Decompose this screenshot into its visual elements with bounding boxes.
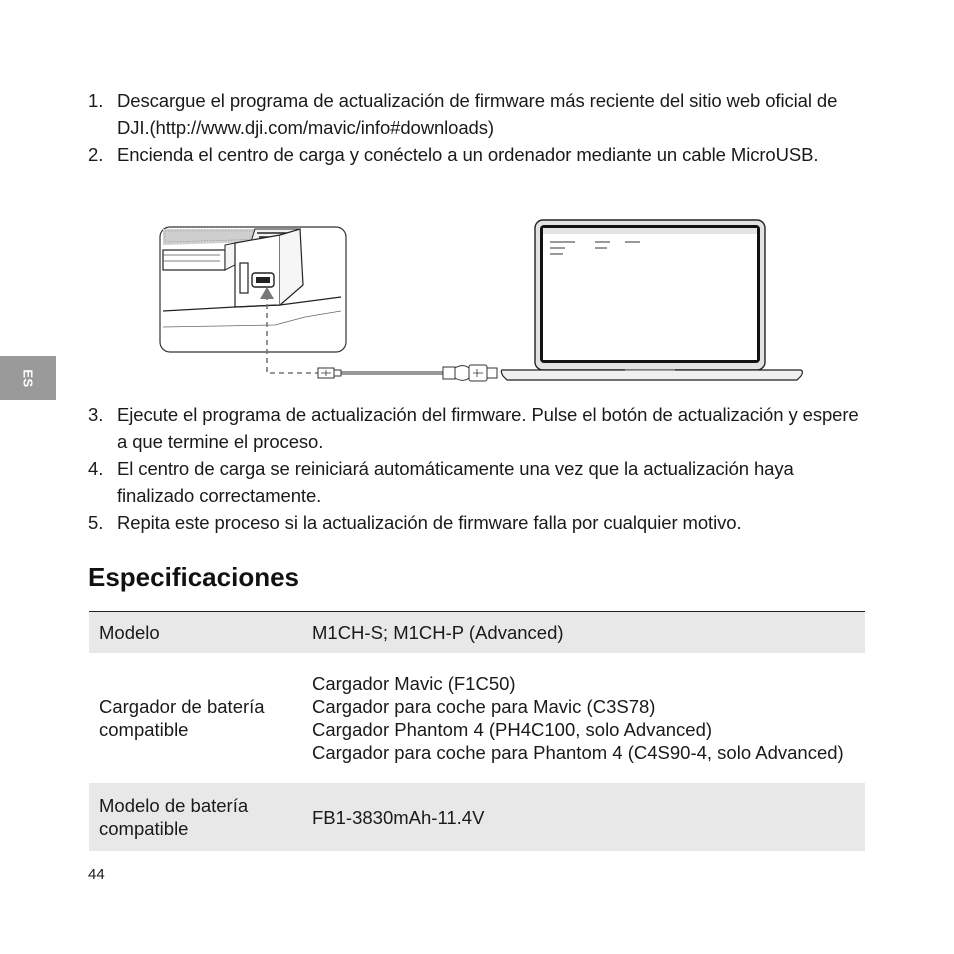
step-number: 5. xyxy=(88,512,104,533)
step-text: Encienda el centro de carga y conéctelo a un ordenador mediante un cable MicroUSB. xyxy=(117,144,819,165)
language-tab xyxy=(0,356,56,400)
charging-hub-illustration xyxy=(160,227,346,352)
spec-value xyxy=(302,783,865,851)
step-text: El centro de carga se reiniciará automáticamente una vez que la actualización haya finalizado correctamente. xyxy=(117,458,794,506)
connection-diagram xyxy=(155,215,815,385)
step-text: Descargue el programa de actualización de firmware más reciente del sitio web oficial de DJI.(http://www.dji.com/mavic/info#downloads) xyxy=(117,90,838,138)
spec-value-line: Cargador para coche para Mavic (C3S78) xyxy=(312,696,656,717)
spec-value-line: Cargador para coche para Phantom 4 (C4S90-4, solo Advanced) xyxy=(312,742,844,763)
language-tab-label: ES xyxy=(20,368,36,388)
step-item xyxy=(88,401,868,455)
step-text: Ejecute el programa de actualización del firmware. Pulse el botón de actualización y espere a que termine el proceso. xyxy=(117,404,859,452)
spec-value xyxy=(302,612,865,654)
step-item xyxy=(88,455,868,509)
spec-value-line: M1CH-S; M1CH-P (Advanced) xyxy=(312,622,564,643)
steps-list-before xyxy=(88,87,868,168)
spec-label: Modelo de batería compatible xyxy=(99,795,249,839)
spec-value-line: Cargador Mavic (F1C50) xyxy=(312,673,516,694)
step-number: 2. xyxy=(88,144,104,165)
section-title: Especificaciones xyxy=(88,562,299,592)
step-item xyxy=(88,141,868,168)
table-row xyxy=(89,653,865,783)
page-number: 44 xyxy=(88,866,105,883)
spec-label: Modelo xyxy=(99,622,160,643)
step-number: 3. xyxy=(88,404,104,425)
step-text: Repita este proceso si la actualización de firmware falla por cualquier motivo. xyxy=(117,512,742,533)
laptop-illustration xyxy=(501,220,802,380)
spec-value-line: FB1-3830mAh-11.4V xyxy=(312,806,485,828)
step-item xyxy=(88,509,868,536)
spec-value xyxy=(302,653,865,783)
table-row xyxy=(89,612,865,654)
steps-list-after xyxy=(88,401,868,536)
step-number: 4. xyxy=(88,458,104,479)
usb-cable xyxy=(318,365,497,381)
spec-value-line: Cargador Phantom 4 (PH4C100, solo Advanced) xyxy=(312,719,713,740)
table-row xyxy=(89,783,865,851)
specifications-table xyxy=(89,611,865,851)
step-item xyxy=(88,87,868,141)
step-number: 1. xyxy=(88,90,104,111)
spec-label: Cargador de batería compatible xyxy=(99,696,265,740)
